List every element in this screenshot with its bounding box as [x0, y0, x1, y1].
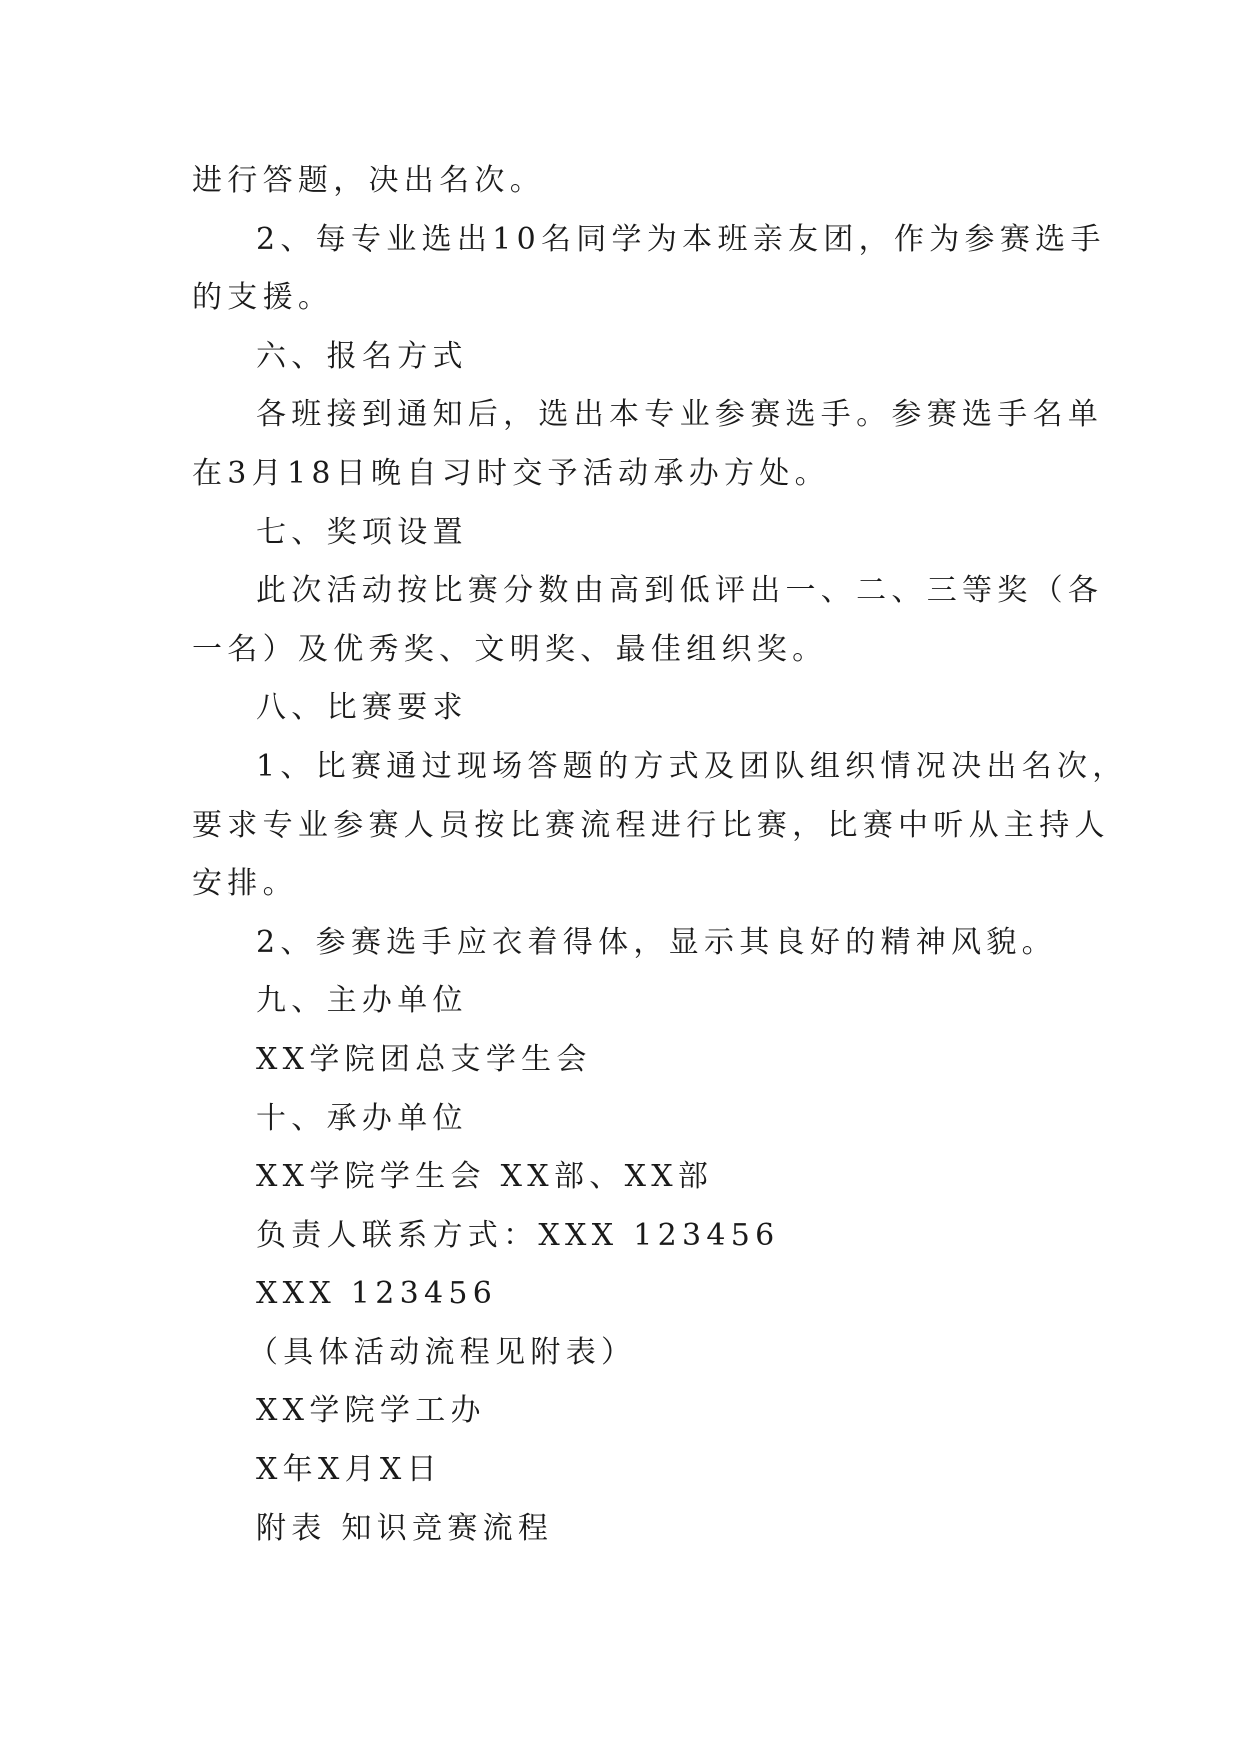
- signature-date: X年X月X日: [256, 1452, 442, 1488]
- section-heading: 十、承办单位: [256, 1100, 468, 1136]
- section-heading: 六、报名方式: [256, 338, 468, 374]
- organizer-name: XX学院团总支学生会: [256, 1041, 592, 1077]
- appendix-title: 附表 知识竞赛流程: [256, 1510, 554, 1546]
- text-line: 要求专业参赛人员按比赛流程进行比赛，比赛中听从主持人: [192, 807, 1110, 843]
- text-line: 安排。: [192, 866, 298, 902]
- text-line: 1、比赛通过现场答题的方式及团队组织情况决出名次，: [256, 748, 1128, 784]
- appendix-note: （具体活动流程见附表）: [248, 1334, 637, 1370]
- text-line: 各班接到通知后，选出本专业参赛选手。参赛选手名单: [256, 397, 1104, 433]
- text-line: 2、每专业选出10名同学为本班亲友团，作为参赛选手: [256, 221, 1106, 257]
- signature-office: XX学院学工办: [256, 1393, 486, 1429]
- section-heading: 七、奖项设置: [256, 514, 468, 550]
- document-body: [192, 152, 1128, 1558]
- contact-info: 负责人联系方式：XXX 123456: [256, 1217, 780, 1253]
- text-line: 在3月18日晚自习时交予活动承办方处。: [192, 455, 830, 491]
- text-line: 此次活动按比赛分数由高到低评出一、二、三等奖（各: [256, 573, 1104, 609]
- contact-info: XXX 123456: [256, 1276, 498, 1312]
- text-line: 进行答题，决出名次。: [192, 163, 545, 198]
- text-line: 的支援。: [192, 280, 334, 316]
- co-organizer-name: XX学院学生会 XX部、XX部: [256, 1159, 714, 1195]
- section-heading: 八、比赛要求: [256, 690, 468, 726]
- text-line: 2、参赛选手应衣着得体，显示其良好的精神风貌。: [256, 924, 1057, 960]
- section-heading: 九、主办单位: [256, 983, 468, 1019]
- text-line: 一名）及优秀奖、文明奖、最佳组织奖。: [192, 631, 828, 667]
